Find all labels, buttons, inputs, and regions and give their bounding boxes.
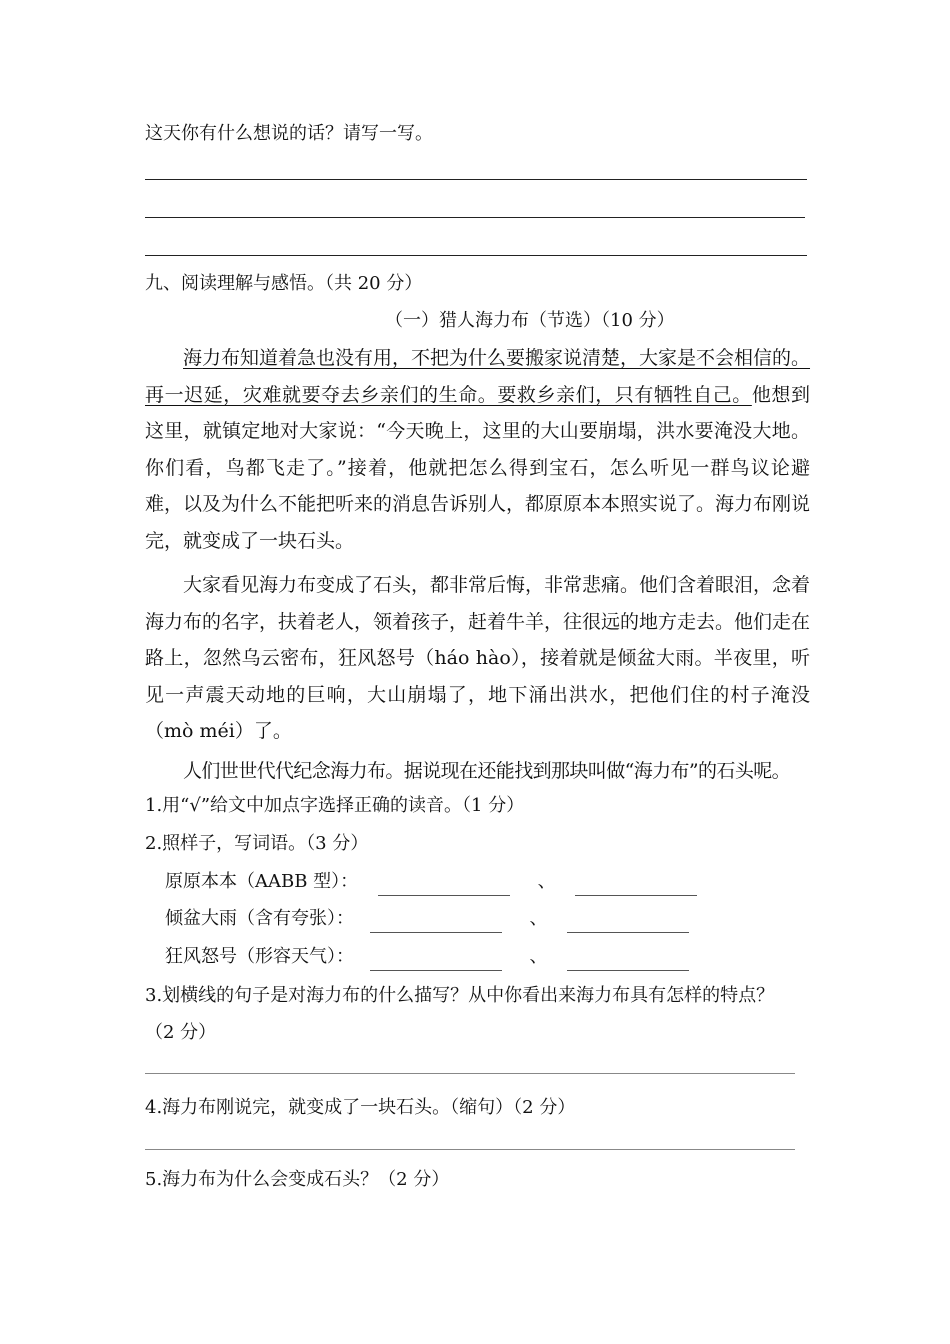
answer-line[interactable] bbox=[145, 255, 807, 256]
q2-item-label: 原原本本（AABB 型）： bbox=[165, 871, 359, 892]
question-4: 4.海力布刚说完，就变成了一块石头。（缩句）（2 分） bbox=[145, 1097, 576, 1118]
passage-paragraph-2: 大家看见海力布变成了石头，都非常后悔，非常悲痛。他们含着眼泪，念着海力布的名字，扶着老人，领着孩子，赶着牛羊，往很远的地方走去。他们走在路上，忽然乌云密布，狂风怒号（háo hào），接着就是倾盆大雨。半夜里，听见一声震天动地的巨响，大山崩塌了，地下涌出洪水，把他们住的村子淹没（mò méi）了。 bbox=[145, 574, 811, 742]
answer-line[interactable] bbox=[145, 179, 807, 180]
answer-line[interactable] bbox=[145, 217, 805, 218]
answer-line[interactable] bbox=[145, 1149, 795, 1150]
q2-item-label: 狂风怒号（形容天气）： bbox=[165, 946, 354, 967]
section-heading: 九、阅读理解与感悟。（共 20 分） bbox=[145, 273, 423, 294]
answer-line[interactable] bbox=[145, 1073, 795, 1074]
writing-prompt: 这天你有什么想说的话？请写一写。 bbox=[145, 123, 433, 144]
separator: 、 bbox=[529, 946, 548, 967]
blank-input[interactable] bbox=[370, 950, 502, 971]
blank-input[interactable] bbox=[378, 875, 510, 896]
question-3: 3.划横线的句子是对海力布的什么描写？从中你看出来海力布具有怎样的特点？ bbox=[145, 985, 775, 1006]
passage-paragraph-1 bbox=[145, 340, 810, 559]
separator: 、 bbox=[529, 908, 548, 929]
separator: 、 bbox=[537, 871, 556, 892]
passage-paragraph-3: 人们世世代代纪念海力布。据说现在还能找到那块叫做“海力布”的石头呢。 bbox=[183, 760, 791, 782]
q2-item-1 bbox=[165, 868, 697, 896]
q2-item-3 bbox=[165, 943, 689, 971]
passage-title: （一）猎人海力布（节选）（10 分） bbox=[385, 310, 675, 331]
paragraph-text: 他想到这里，就镇定地对大家说：“今天晚上，这里的大山要崩塌，洪水要淹没大地。你们看，鸟都飞走了。”接着，他就把怎么得到宝石，怎么听见一群鸟议论避难，以及为什么不能把听来的消息告诉别人，都原原本本照实说了。海力布刚说完，就变成了一块石头。 bbox=[145, 383, 811, 552]
blank-input[interactable] bbox=[567, 950, 689, 971]
q2-item-2 bbox=[165, 905, 689, 933]
question-5: 5.海力布为什么会变成石头？（2 分） bbox=[145, 1169, 450, 1190]
blank-input[interactable] bbox=[567, 912, 689, 933]
q2-item-label: 倾盆大雨（含有夸张）： bbox=[165, 908, 354, 929]
blank-input[interactable] bbox=[575, 875, 697, 896]
question-3-score: （2 分） bbox=[145, 1022, 217, 1043]
blank-input[interactable] bbox=[370, 912, 502, 933]
underlined-sentence: 海力布知道着急也没有用，不把为什么要搬家说清楚，大家是不会相信的。再一迟延，灾难就要夺去乡亲们的生命。要救乡亲们，只有牺牲自己。 bbox=[145, 347, 811, 406]
question-1: 1.用“√”给文中加点字选择正确的读音。（1 分） bbox=[145, 795, 525, 816]
question-2: 2.照样子，写词语。（3 分） bbox=[145, 833, 369, 854]
